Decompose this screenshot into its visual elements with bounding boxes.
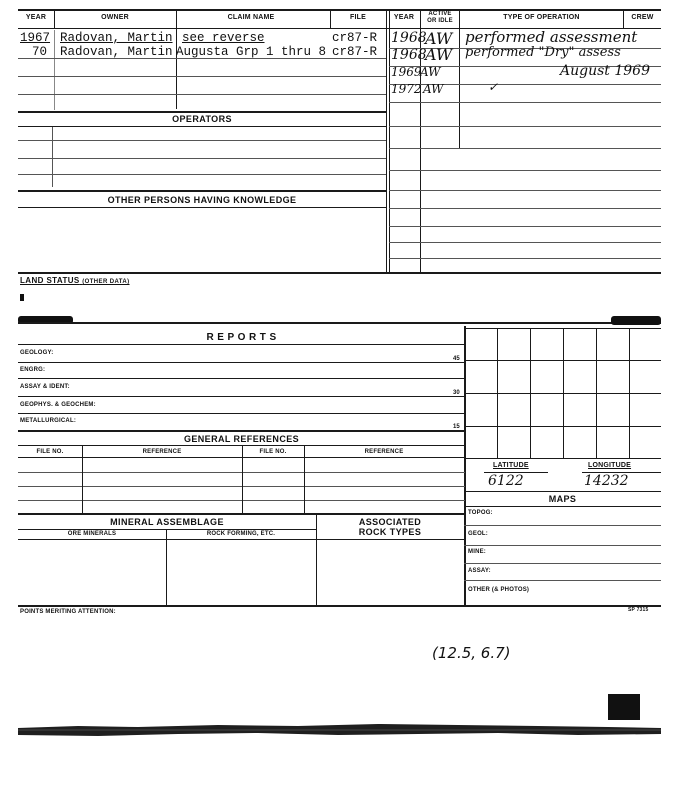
section-general-references: GENERAL REFERENCES bbox=[183, 434, 300, 444]
col-header-owner: OWNER bbox=[101, 14, 129, 21]
report-geology-mark: 45 bbox=[453, 356, 460, 362]
section-operators: OPERATORS bbox=[172, 114, 232, 124]
section-reports: R E P O R T S bbox=[206, 332, 277, 343]
claim-row-1-file: cr87-R bbox=[332, 31, 378, 45]
col-header-year: YEAR bbox=[25, 14, 47, 21]
op-row-3-operation: August 1969 bbox=[560, 63, 650, 79]
ref-header-reference-1: REFERENCE bbox=[142, 449, 182, 455]
latitude-label: LATITUDE bbox=[493, 462, 529, 469]
op-row-2-initials: AW bbox=[425, 45, 453, 64]
mineral-header-ore-minerals: ORE MINERALS bbox=[67, 531, 117, 537]
report-assay-label: ASSAY & IDENT: bbox=[20, 384, 70, 390]
col-header-crew: CREW bbox=[631, 14, 654, 21]
maps-mine-label: MINE: bbox=[468, 549, 486, 555]
report-engrg-label: ENGRG: bbox=[20, 367, 46, 373]
op-row-3-initials: AW bbox=[420, 65, 441, 79]
section-maps: MAPS bbox=[548, 494, 577, 504]
col-header-type-of-operation: TYPE OF OPERATION bbox=[503, 14, 580, 21]
scan-artifact-band bbox=[18, 718, 661, 740]
report-geophys-label: GEOPHYS. & GEOCHEM: bbox=[20, 402, 96, 408]
latitude-value: 6122 bbox=[488, 473, 524, 489]
op-row-4-year: 1972 bbox=[391, 82, 422, 96]
longitude-label: LONGITUDE bbox=[588, 462, 632, 469]
maps-geol-label: GEOL: bbox=[468, 531, 488, 537]
claim-row-2-claim-name: Augusta Grp 1 thru 8 bbox=[176, 45, 327, 59]
op-row-1-year: 1968 bbox=[391, 30, 427, 46]
longitude-value: 14232 bbox=[584, 473, 629, 489]
claim-row-2-owner: Radovan, Martin bbox=[60, 45, 173, 59]
op-row-2-year: 1968 bbox=[391, 47, 427, 63]
maps-topog-label: TOPOG: bbox=[468, 510, 493, 516]
op-row-2-operation: performed "Dry" assess bbox=[465, 45, 621, 60]
ref-header-file-no-1: FILE NO. bbox=[36, 449, 64, 455]
col-header-file: FILE bbox=[350, 14, 366, 21]
claim-row-1-claim-name: see reverse bbox=[182, 31, 265, 45]
claim-row-2-file: cr87-R bbox=[332, 45, 378, 59]
op-row-3-year: 1969 bbox=[391, 65, 422, 79]
section-associated-rock-types: ASSOCIATED ROCK TYPES bbox=[358, 517, 422, 537]
points-meriting-attention-label: POINTS MERITING ATTENTION: bbox=[20, 609, 116, 615]
form-code: SP 7315 bbox=[628, 607, 649, 613]
col-header-claim-name: CLAIM NAME bbox=[227, 14, 275, 21]
claim-row-2-year: 70 bbox=[32, 45, 48, 59]
section-mineral-assemblage: MINERAL ASSEMBLAGE bbox=[110, 517, 224, 527]
claim-row-1-owner: Radovan, Martin bbox=[60, 31, 173, 45]
section-land-status: LAND STATUS (OTHER DATA) bbox=[20, 276, 130, 285]
section-other-persons: OTHER PERSONS HAVING KNOWLEDGE bbox=[107, 195, 297, 205]
col-header-year-2: YEAR bbox=[393, 14, 415, 21]
report-assay-mark: 30 bbox=[453, 390, 460, 396]
report-metallurgical-mark: 15 bbox=[453, 424, 460, 430]
ref-header-file-no-2: FILE NO. bbox=[259, 449, 287, 455]
op-row-4-check: ✓ bbox=[488, 80, 499, 94]
handwritten-coordinates-note: (12.5, 6.7) bbox=[432, 644, 511, 662]
claim-row-1-year: 1967 bbox=[20, 31, 51, 45]
mineral-header-rock-forming: ROCK FORMING, ETC. bbox=[206, 531, 276, 537]
op-row-4-initials: AW bbox=[423, 82, 444, 96]
op-row-1-operation: performed assessment bbox=[465, 28, 638, 46]
col-header-active-or-idle: ACTIVE OR IDLE bbox=[427, 11, 453, 24]
op-row-1-initials: AW bbox=[425, 29, 453, 48]
ref-header-reference-2: REFERENCE bbox=[364, 449, 404, 455]
scan-artifact-block bbox=[608, 694, 640, 720]
report-geology-label: GEOLOGY: bbox=[20, 350, 54, 356]
maps-assay-label: ASSAY: bbox=[468, 568, 491, 574]
maps-other-label: OTHER (& PHOTOS) bbox=[468, 587, 530, 593]
report-metallurgical-label: METALLURGICAL: bbox=[20, 418, 77, 424]
